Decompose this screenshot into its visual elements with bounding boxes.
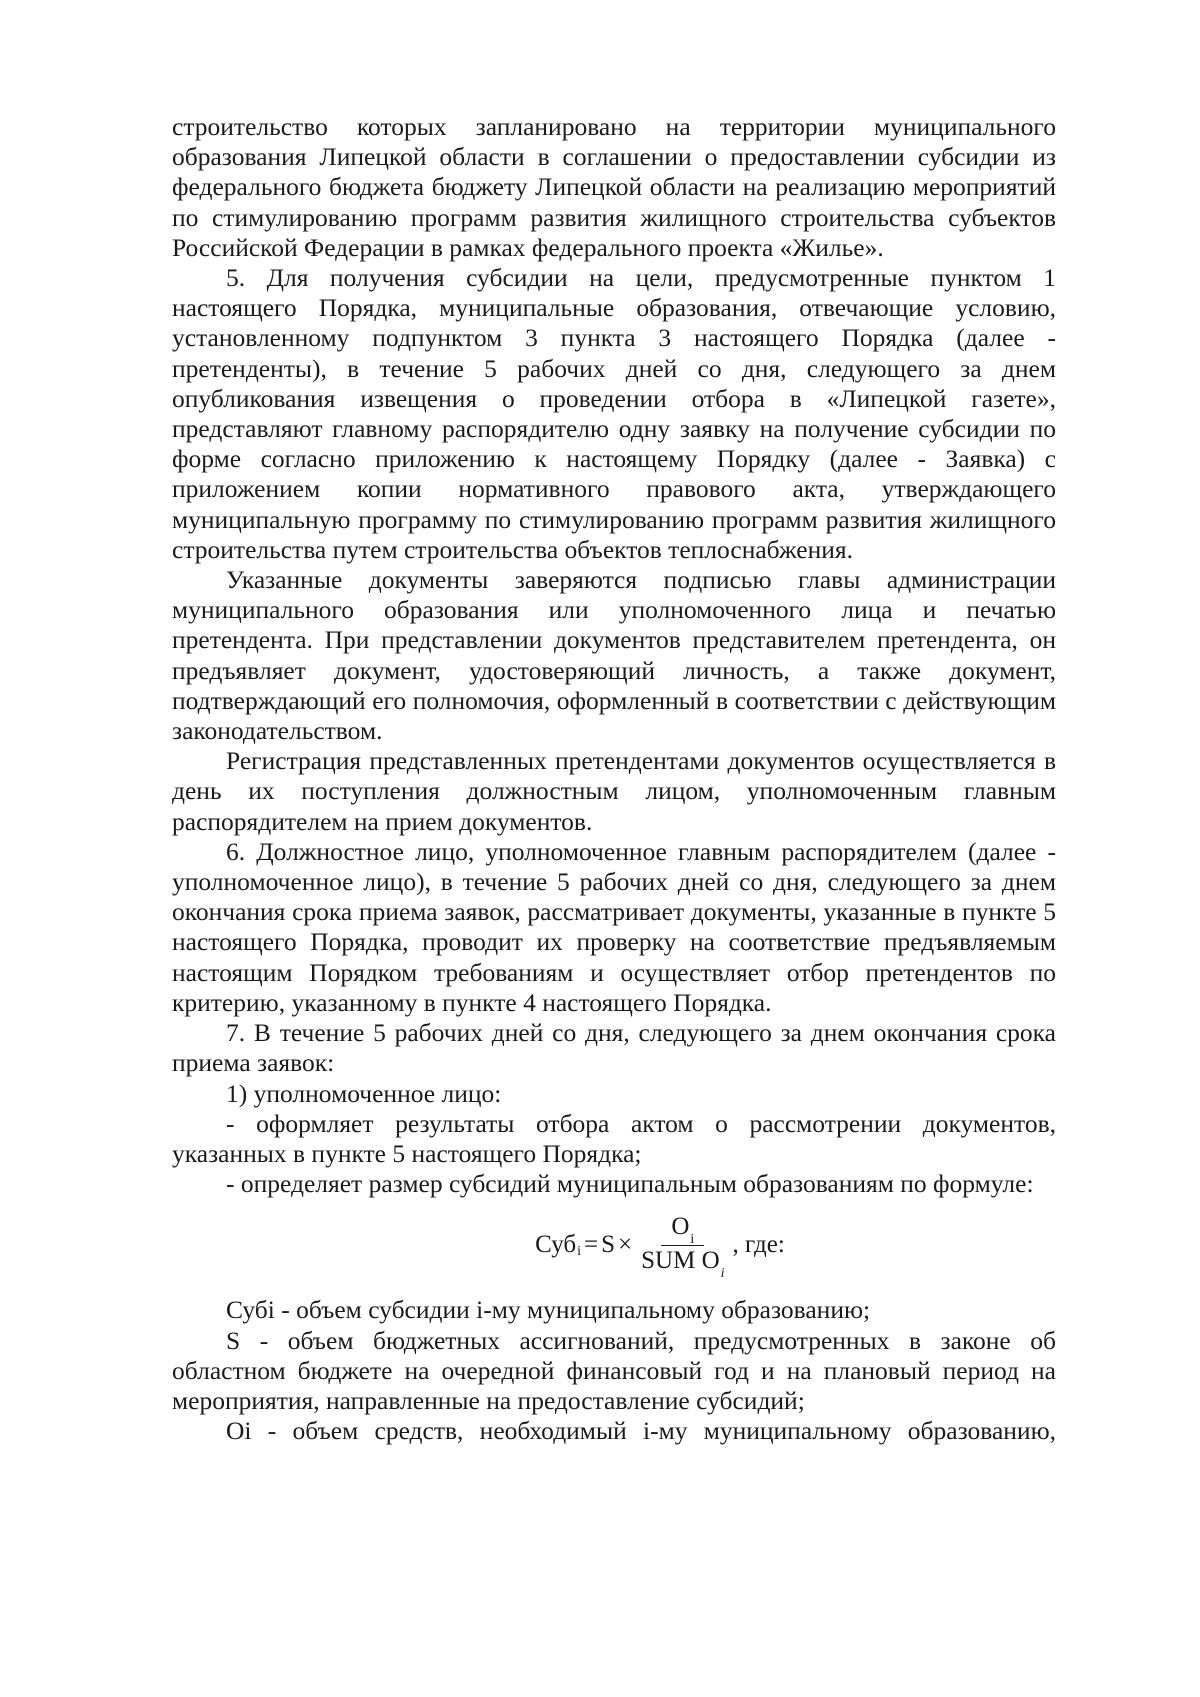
formula-denominator	[637, 1246, 728, 1281]
paragraph-subitem-1: 1) уполномоченное лицо:	[226, 1078, 502, 1108]
paragraph-continuation: строительство которых запланировано на территории муниципального образования Липецкой области в соглашении о предоставлении субсидии из федерального бюджета бюджету Липецкой области на реализацию мероприятий по стимулированию программ развития жилищного строительства субъектов Российской Федерации в рамках федерального проекта «Жилье».	[172, 112, 1056, 262]
paragraph-def-s: S - объем бюджетных ассигнований, предусмотренных в законе об областном бюджете на очередной финансовый год и на плановый период на мероприятия, направленные на предоставление субсидий;	[172, 1325, 1056, 1415]
formula-lhs-index: i	[577, 1244, 582, 1260]
formula-denominator-symbol: SUM O	[641, 1246, 720, 1274]
formula-lhs-symbol: Суб	[535, 1231, 577, 1259]
formula-lhs	[535, 1230, 581, 1260]
paragraph-item-7: 7. В течение 5 рабочих дней со дня, следующего за днем окончания срока приема заявок:	[172, 1018, 1056, 1078]
formula-suffix: , где:	[732, 1231, 785, 1259]
paragraph-item-5: 5. Для получения субсидии на цели, предусмотренные пунктом 1 настоящего Порядка, муниципальные образования, отвечающие условию, установленному подпунктом 3 пункта 3 настоящего Порядка (далее - претенденты), в течение 5 рабочих дней со дня, следующего за днем опубликования извещения о проведении отбора в «Липецкой газете», представляют главному распорядителю одну заявку на получение субсидии по форме согласно приложению к настоящему Порядку (далее - Заявка) с приложением копии нормативного правового акта, утверждающего муниципальную программу по стимулированию программ развития жилищного строительства путем строительства объектов теплоснабжения.	[172, 263, 1056, 564]
paragraph-item-6: 6. Должностное лицо, уполномоченное главным распорядителем (далее - уполномоченное лицо), в течение 5 рабочих дней со дня, следующего за днем окончания срока приема заявок, рассматривает документы, указанные в пункте 5 настоящего Порядка, проводит их проверку на соответствие предъявляемым настоящим Порядком требованиям и осуществляет отбор претендентов по критерию, указанному в пункте 4 настоящего Порядка.	[172, 836, 1056, 1017]
document-page	[172, 112, 1056, 1446]
formula-fraction	[637, 1212, 728, 1281]
paragraph-dash-formula-intro: - определяет размер субсидий муниципальным образованиям по формуле:	[226, 1169, 1034, 1199]
paragraph-def-oi: Oi - объем средств, необходимый i-му муниципальному образованию,	[226, 1416, 1056, 1446]
paragraph-dash-results: - оформляет результаты отбора актом о рассмотрении документов, указанных в пункте 5 настоящего Порядка;	[172, 1108, 1056, 1168]
paragraph-documents-certification: Указанные документы заверяются подписью главы администрации муниципального образования или уполномоченного лица и печатью претендента. При представлении документов представителем претендента, он предъявляет документ, удостоверяющий личность, а также документ, подтверждающий его полномочия, оформленный в соответствии с действующим законодательством.	[172, 565, 1056, 746]
subsidy-formula	[172, 1212, 1056, 1281]
paragraph-def-sub: Субi - объем субсидии i-му муниципальному образованию;	[226, 1295, 871, 1325]
formula-denominator-index: i	[720, 1265, 725, 1281]
formula-s: S	[601, 1231, 616, 1259]
paragraph-registration: Регистрация представленных претендентами документов осуществляется в день их поступления должностным лицом, уполномоченным главным распорядителем на прием документов.	[172, 746, 1056, 836]
formula-times: ×	[618, 1231, 633, 1259]
formula-equals: =	[584, 1231, 599, 1259]
formula-numerator-index: i	[690, 1231, 695, 1247]
formula-numerator	[661, 1213, 704, 1246]
formula-numerator-symbol: O	[671, 1212, 690, 1240]
